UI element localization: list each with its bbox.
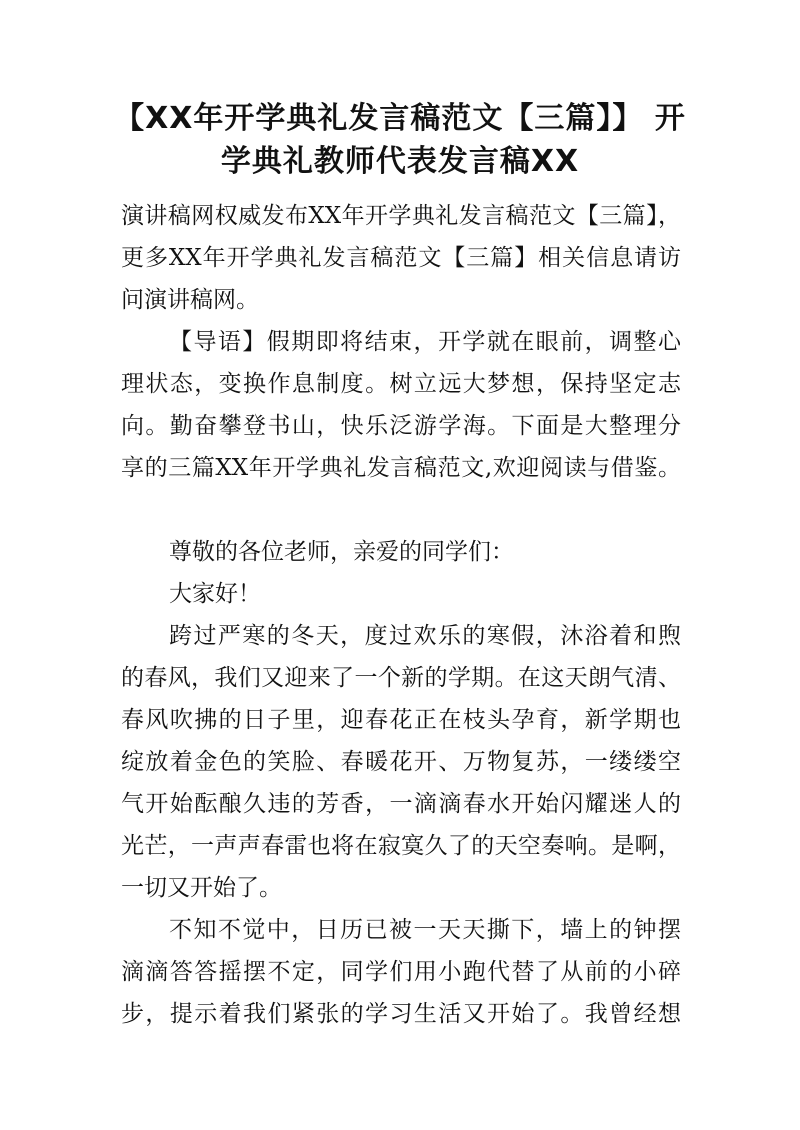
paragraph-2-line-3: 步，提示着我们紧张的学习生活又开始了。我曾经想	[121, 1001, 681, 1027]
document-title-line-1: 【XX年开学典礼发言稿范文【三篇】】 开	[114, 101, 686, 136]
paragraph-2-line-1: 不知不觉中，日历已被一天天撕下，墙上的钟摆	[169, 917, 681, 943]
lead-line-2: 理状态，变换作息制度。树立远大梦想，保持坚定志	[121, 371, 681, 397]
intro-line-3: 问演讲稿网。	[121, 287, 259, 313]
paragraph-2-line-2: 滴滴答答摇摆不定，同学们用小跑代替了从前的小碎	[121, 959, 681, 985]
paragraph-1-line-3: 春风吹拂的日子里，迎春花正在枝头孕育，新学期也	[121, 707, 681, 733]
paragraph-1-line-6: 光芒，一声声春雷也将在寂寞久了的天空奏响。是啊，	[121, 833, 681, 859]
paragraph-1-line-7: 一切又开始了。	[121, 875, 282, 901]
greeting: 大家好！	[169, 581, 261, 607]
paragraph-1-line-4: 绽放着金色的笑脸、春暖花开、万物复苏，一缕缕空	[121, 749, 681, 775]
paragraph-1-line-1: 跨过严寒的冬天，度过欢乐的寒假，沐浴着和煦	[169, 623, 681, 649]
intro-line-1: 演讲稿网权威发布XX年开学典礼发言稿范文【三篇】，	[121, 203, 681, 229]
paragraph-1-line-5: 气开始酝酿久违的芳香，一滴滴春水开始闪耀迷人的	[121, 791, 681, 817]
document-title-line-2: 学典礼教师代表发言稿XX	[220, 144, 580, 179]
lead-line-3: 向。勤奋攀登书山，快乐泛游学海。下面是大整理分	[121, 413, 681, 439]
salutation: 尊敬的各位老师，亲爱的同学们：	[169, 539, 514, 565]
paragraph-1-line-2: 的春风，我们又迎来了一个新的学期。在这天朗气清、	[121, 665, 681, 691]
lead-line-4: 享的三篇XX年开学典礼发言稿范文,欢迎阅读与借鉴。	[121, 455, 681, 481]
intro-line-2: 更多XX年开学典礼发言稿范文【三篇】相关信息请访	[121, 245, 681, 271]
lead-line-1: 【导语】假期即将结束，开学就在眼前，调整心	[169, 329, 681, 355]
